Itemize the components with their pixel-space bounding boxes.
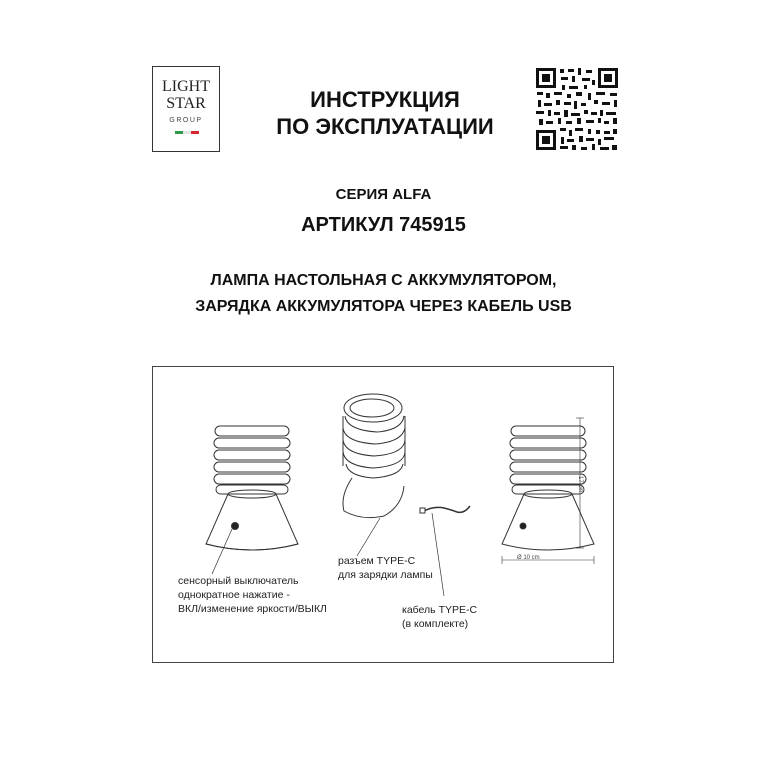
lamp-tilted-view-middle — [343, 394, 405, 518]
document-title-line2: ПО ЭКСПЛУАТАЦИИ — [276, 114, 494, 139]
logo-text-star: STAR — [166, 95, 206, 112]
product-description-line1: ЛАМПА НАСТОЛЬНАЯ С АККУМУЛЯТОРОМ, — [210, 272, 557, 289]
callout-sensor-line1: сенсорный выключатель — [178, 575, 299, 587]
height-dimension-label: 17 cm — [577, 476, 583, 493]
product-description-line2: ЗАРЯДКА АККУМУЛЯТОРА ЧЕРЕЗ КАБЕЛЬ USB — [195, 298, 572, 315]
callout-port-line1: разъем TYPE-C — [338, 555, 416, 567]
usb-cable-icon — [424, 506, 470, 512]
callout-sensor-line2: однократное нажатие - — [178, 589, 290, 601]
callout-sensor-line3: ВКЛ/изменение яркости/ВЫКЛ — [178, 603, 327, 615]
brand-logo — [152, 66, 220, 152]
callout-port-line2: для зарядки лампы — [338, 569, 433, 581]
callout-cable-line1: кабель TYPE-C — [402, 604, 478, 616]
logo-text-group: GROUP — [169, 117, 203, 124]
document-title-line1: ИНСТРУКЦИЯ — [310, 87, 460, 112]
callout-cable-line2: (в комплекте) — [402, 618, 469, 630]
logo-text-light: LIGHT — [162, 78, 210, 95]
italian-flag-icon — [175, 131, 199, 134]
touch-switch-dot — [232, 523, 239, 530]
article-number: АРТИКУЛ 745915 — [301, 214, 466, 236]
lamp-front-view-left — [206, 426, 298, 550]
lamp-diagram — [152, 366, 614, 663]
series-label: СЕРИЯ ALFA — [335, 186, 432, 203]
qr-code-icon — [534, 66, 620, 152]
diameter-dimension-label: Ø 10 cm — [517, 555, 540, 561]
